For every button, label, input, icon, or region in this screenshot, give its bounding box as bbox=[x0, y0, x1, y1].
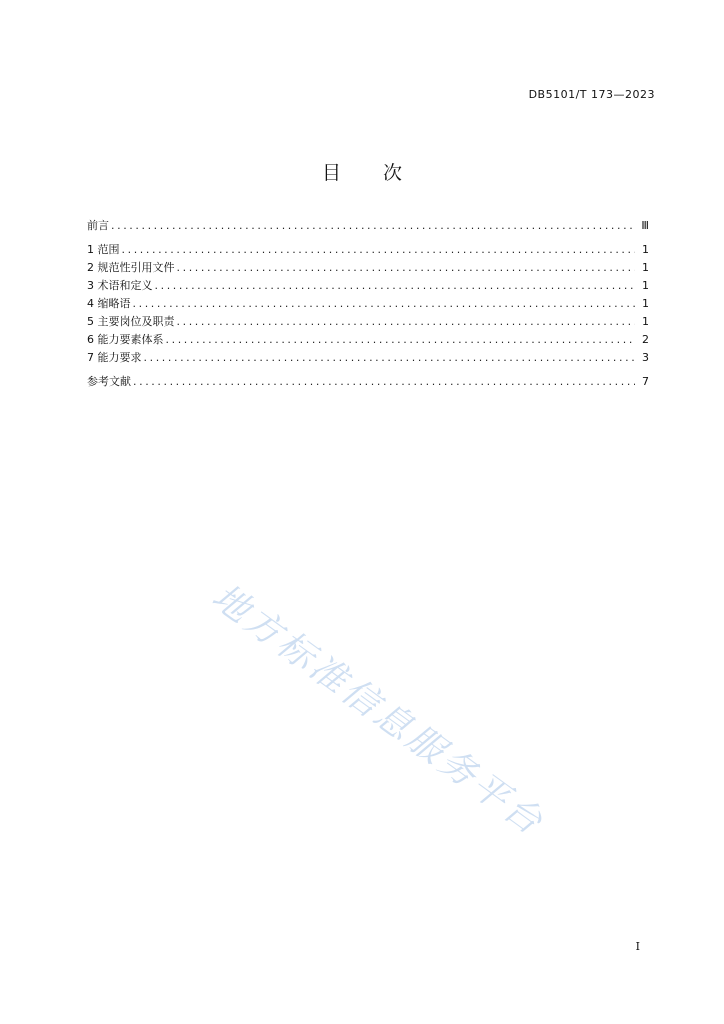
toc-leader-dots bbox=[177, 261, 636, 274]
toc-entry-label: 1 范围 bbox=[87, 243, 120, 256]
toc-entry-page: 1 bbox=[642, 315, 649, 328]
toc-entry-label: 3 术语和定义 bbox=[87, 279, 153, 292]
toc-entry-label: 参考文献 bbox=[87, 375, 131, 388]
toc-entry-page: 1 bbox=[642, 261, 649, 274]
toc-entry-competency-requirements[interactable] bbox=[87, 349, 649, 367]
toc-entry-page: 7 bbox=[642, 375, 649, 388]
toc-entry-terms-definitions[interactable] bbox=[87, 277, 649, 295]
toc-entry-page: 2 bbox=[642, 333, 649, 346]
toc-entry-page: Ⅲ bbox=[641, 219, 649, 232]
toc-entry-label: 7 能力要求 bbox=[87, 351, 142, 364]
toc-entry-bibliography[interactable] bbox=[87, 373, 649, 391]
document-code: DB5101/T 173—2023 bbox=[528, 88, 655, 101]
toc-entry-main-positions[interactable] bbox=[87, 313, 649, 331]
toc-leader-dots bbox=[166, 333, 636, 346]
toc-entry-page: 1 bbox=[642, 297, 649, 310]
toc-entry-normative-references[interactable] bbox=[87, 259, 649, 277]
toc-entry-scope[interactable] bbox=[87, 241, 649, 259]
toc-leader-dots bbox=[111, 219, 635, 232]
toc-entry-label: 6 能力要素体系 bbox=[87, 333, 164, 346]
page-number: I bbox=[635, 940, 640, 953]
toc-entry-competency-system[interactable] bbox=[87, 331, 649, 349]
toc-entry-page: 1 bbox=[642, 243, 649, 256]
toc-leader-dots bbox=[144, 351, 636, 364]
toc-leader-dots bbox=[133, 297, 636, 310]
toc-leader-dots bbox=[122, 243, 636, 256]
toc-entry-foreword[interactable] bbox=[87, 217, 649, 235]
toc-entry-page: 1 bbox=[642, 279, 649, 292]
toc-entry-label: 5 主要岗位及职责 bbox=[87, 315, 175, 328]
toc-entry-label: 4 缩略语 bbox=[87, 297, 131, 310]
toc-leader-dots bbox=[177, 315, 636, 328]
page-title: 目 次 bbox=[321, 162, 421, 184]
watermark: 地方标准信息服务平台 bbox=[204, 576, 553, 845]
toc-leader-dots bbox=[155, 279, 636, 292]
toc-entry-page: 3 bbox=[642, 351, 649, 364]
toc-leader-dots bbox=[133, 375, 635, 388]
toc-entry-label: 前言 bbox=[87, 219, 109, 232]
toc-entry-abbreviations[interactable] bbox=[87, 295, 649, 313]
table-of-contents bbox=[87, 217, 649, 391]
toc-entry-label: 2 规范性引用文件 bbox=[87, 261, 175, 274]
